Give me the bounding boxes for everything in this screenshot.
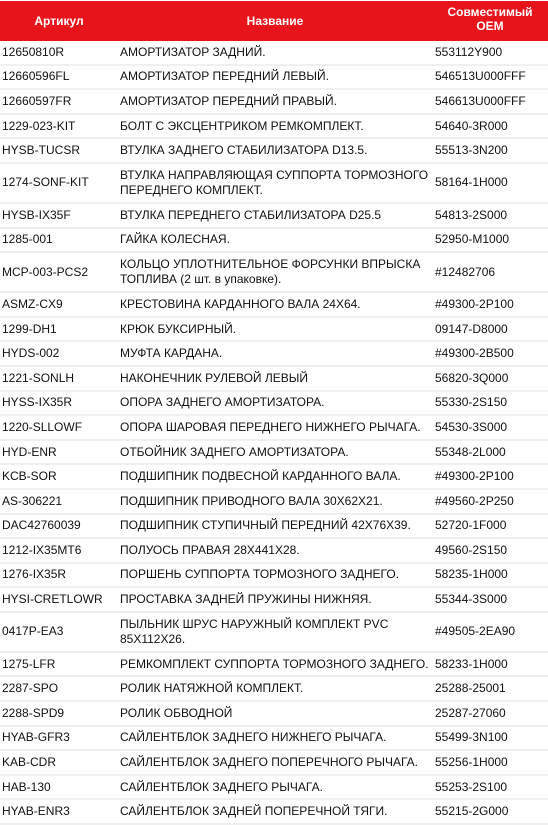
cell-article: HYAB-GFR3 [0,726,118,751]
table-row [0,366,548,391]
cell-name: САЙЛЕНТБЛОК ЗАДНЕГО ПОПЕРЕЧНОГО РЫЧАГА. [118,750,432,775]
cell-name: ВТУЛКА ПЕРЕДНЕГО СТАБИЛИЗАТОРА D25.5 [118,203,432,228]
cell-article: 1274-SONF-KIT [0,163,118,203]
table-row [0,65,548,90]
cell-article: HYSB-TUCSR [0,138,118,163]
table-row [0,464,548,489]
cell-article: 1276-IX35R [0,563,118,588]
cell-oem: 25287-27060 [432,701,548,726]
cell-article: DAC42760039 [0,514,118,539]
cell-name: КРЕСТОВИНА КАРДАННОГО ВАЛА 24X64. [118,292,432,317]
cell-article: HYSB-IX35F [0,203,118,228]
cell-oem: 553112Y900 [432,41,548,65]
table-row [0,514,548,539]
cell-oem: #49300-2B500 [432,341,548,366]
cell-name: ОТБОЙНИК ЗАДНЕГО АМОРТИЗАТОРА. [118,440,432,465]
cell-name: РЕМКОМПЛЕКТ СУППОРТА ТОРМОЗНОГО ЗАДНЕГО. [118,652,432,677]
cell-name: ПОДШИПНИК ПРИВОДНОГО ВАЛА 30X62X21. [118,489,432,514]
cell-name: КОЛЬЦО УПЛОТНИТЕЛЬНОЕ ФОРСУНКИ ВПРЫСКА ТОПЛИВА (2 шт. в упаковке). [118,252,432,292]
header-article: Артикул [0,1,118,41]
cell-oem: 52950-M1000 [432,228,548,253]
cell-oem: #49560-2P250 [432,489,548,514]
table-row [0,775,548,800]
table-row [0,676,548,701]
cell-oem: #49300-2P100 [432,464,548,489]
cell-name: МУФТА КАРДАНА. [118,341,432,366]
cell-article: 2287-SPO [0,676,118,701]
cell-article: 1221-SONLH [0,366,118,391]
table-row [0,563,548,588]
cell-name: БОЛТ С ЭКСЦЕНТРИКОМ РЕМКОМПЛЕКТ. [118,114,432,139]
table-row [0,612,548,652]
cell-oem: #12482706 [432,252,548,292]
cell-article: 0417P-EA3 [0,612,118,652]
table-row [0,652,548,677]
cell-article: 1285-001 [0,228,118,253]
cell-name: ОПОРА ЗАДНЕГО АМОРТИЗАТОРА. [118,391,432,416]
cell-article: 2288-SPD9 [0,701,118,726]
cell-name: САЙЛЕНТБЛОК ЗАДНЕЙ ПОПЕРЕЧНОЙ ТЯГИ. [118,799,432,824]
header-row [0,1,548,41]
table-body [0,41,548,824]
cell-name: РОЛИК НАТЯЖНОЙ КОМПЛЕКТ. [118,676,432,701]
cell-oem: 58233-1H000 [432,652,548,677]
cell-oem: 55253-2S100 [432,775,548,800]
table-row [0,138,548,163]
cell-article: 1229-023-KIT [0,114,118,139]
cell-oem: 49560-2S150 [432,538,548,563]
cell-name: ГАЙКА КОЛЕСНАЯ. [118,228,432,253]
table-row [0,799,548,824]
table-row [0,203,548,228]
cell-article: MCP-003-PCS2 [0,252,118,292]
cell-name: РОЛИК ОБВОДНОЙ [118,701,432,726]
cell-article: 1299-DH1 [0,317,118,342]
parts-table [0,1,548,825]
cell-oem: 55330-2S150 [432,391,548,416]
cell-name: КРЮК БУКСИРНЫЙ. [118,317,432,342]
cell-article: HYD-ENR [0,440,118,465]
cell-oem: 546513U000FFF [432,65,548,90]
cell-article: HYSS-IX35R [0,391,118,416]
table-row [0,701,548,726]
cell-article: 12660596FL [0,65,118,90]
cell-article: KCB-SOR [0,464,118,489]
cell-name: ПОРШЕНЬ СУППОРТА ТОРМОЗНОГО ЗАДНЕГО. [118,563,432,588]
table-row [0,391,548,416]
cell-name: АМОРТИЗАТОР ПЕРЕДНИЙ ПРАВЫЙ. [118,89,432,114]
table-row [0,317,548,342]
table-row [0,538,548,563]
table-row [0,292,548,317]
cell-oem: 09147-D8000 [432,317,548,342]
table-row [0,114,548,139]
table-row [0,341,548,366]
table-row [0,89,548,114]
cell-name: ПОЛУОСЬ ПРАВАЯ 28X441X28. [118,538,432,563]
cell-oem: 55499-3N100 [432,726,548,751]
table-row [0,489,548,514]
cell-name: ПОДШИПНИК СТУПИЧНЫЙ ПЕРЕДНИЙ 42X76X39. [118,514,432,539]
cell-article: HAB-130 [0,775,118,800]
cell-name: САЙЛЕНТБЛОК ЗАДНЕГО НИЖНЕГО РЫЧАГА. [118,726,432,751]
cell-article: HYDS-002 [0,341,118,366]
cell-oem: 54530-3S000 [432,415,548,440]
cell-article: KAB-CDR [0,750,118,775]
cell-article: HYAB-ENR3 [0,799,118,824]
cell-oem: 55513-3N200 [432,138,548,163]
cell-oem: 55348-2L000 [432,440,548,465]
table-row [0,415,548,440]
table-row [0,252,548,292]
cell-oem: 55215-2G000 [432,799,548,824]
cell-name: ПРОСТАВКА ЗАДНЕЙ ПРУЖИНЫ НИЖНЯЯ. [118,587,432,612]
table-row [0,440,548,465]
cell-article: ASMZ-CX9 [0,292,118,317]
cell-oem: 55344-3S000 [432,587,548,612]
cell-oem: 52720-1F000 [432,514,548,539]
cell-oem: #49505-2EA90 [432,612,548,652]
cell-name: ОПОРА ШАРОВАЯ ПЕРЕДНЕГО НИЖНЕГО РЫЧАГА. [118,415,432,440]
cell-name: АМОРТИЗАТОР ПЕРЕДНИЙ ЛЕВЫЙ. [118,65,432,90]
table-row [0,726,548,751]
cell-oem: 54813-2S000 [432,203,548,228]
cell-name: ПОДШИПНИК ПОДВЕСНОЙ КАРДАННОГО ВАЛА. [118,464,432,489]
header-name: Название [118,1,432,41]
cell-name: ПЫЛЬНИК ШРУС НАРУЖНЫЙ КОМПЛЕКТ PVC 85X112X26. [118,612,432,652]
cell-oem: 56820-3Q000 [432,366,548,391]
cell-article: 1275-LFR [0,652,118,677]
table-row [0,228,548,253]
cell-oem: 58164-1H000 [432,163,548,203]
cell-name: АМОРТИЗАТОР ЗАДНИЙ. [118,41,432,65]
cell-oem: 54640-3R000 [432,114,548,139]
cell-article: 12650810R [0,41,118,65]
cell-oem: 55256-1H000 [432,750,548,775]
table-row [0,750,548,775]
cell-name: ВТУЛКА НАПРАВЛЯЮЩАЯ СУППОРТА ТОРМОЗНОГО ПЕРЕДНЕГО КОМПЛЕКТ. [118,163,432,203]
cell-name: САЙЛЕНТБЛОК ЗАДНЕГО РЫЧАГА. [118,775,432,800]
cell-oem: 58235-1H000 [432,563,548,588]
cell-article: HYSI-CRETLOWR [0,587,118,612]
table-row [0,163,548,203]
table-header [0,1,548,41]
cell-oem: 25288-25001 [432,676,548,701]
cell-name: НАКОНЕЧНИК РУЛЕВОЙ ЛЕВЫЙ [118,366,432,391]
cell-article: 1220-SLLOWF [0,415,118,440]
table-row [0,41,548,65]
cell-oem: 546613U000FFF [432,89,548,114]
cell-article: 12660597FR [0,89,118,114]
cell-oem: #49300-2P100 [432,292,548,317]
cell-article: AS-306221 [0,489,118,514]
cell-article: 1212-IX35MT6 [0,538,118,563]
cell-name: ВТУЛКА ЗАДНЕГО СТАБИЛИЗАТОРА D13.5. [118,138,432,163]
header-oem: Совместимый OEM [432,1,548,41]
table-row [0,587,548,612]
